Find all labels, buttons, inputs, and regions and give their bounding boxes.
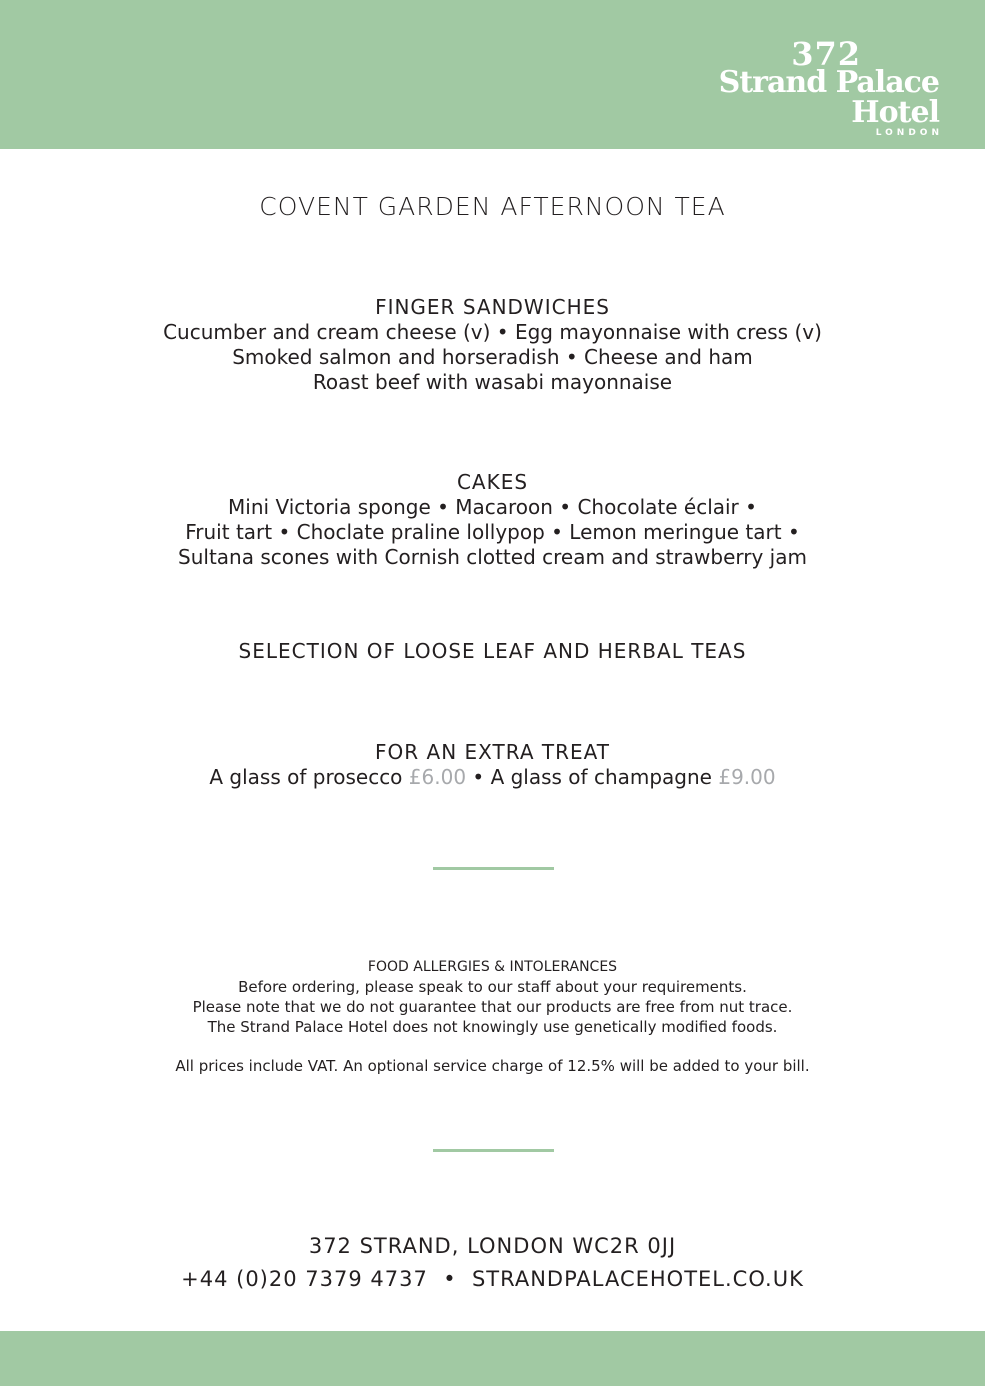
menu-line: Fruit tart • Choclate praline lollypop • Lemon meringue tart • xyxy=(185,520,800,544)
menu-title: COVENT GARDEN AFTERNOON TEA xyxy=(259,192,726,221)
section-heading: SELECTION OF LOOSE LEAF AND HERBAL TEAS xyxy=(238,639,747,663)
divider xyxy=(433,1149,554,1152)
contact-block xyxy=(0,1230,985,1296)
treat-item-champagne: A glass of champagne xyxy=(490,765,712,789)
section-teas xyxy=(0,639,985,664)
section-cakes xyxy=(0,470,985,570)
website-link[interactable]: STRANDPALACEHOTEL.CO.UK xyxy=(471,1267,804,1291)
section-heading: CAKES xyxy=(456,470,529,494)
divider xyxy=(433,867,554,870)
price-prosecco: £6.00 xyxy=(408,765,467,789)
footer-band xyxy=(0,1331,985,1386)
bullet-separator: • xyxy=(472,765,485,789)
price-champagne: £9.00 xyxy=(718,765,776,789)
allergy-line: Before ordering, please speak to our staff about your requirements. xyxy=(238,978,747,996)
vat-note: All prices include VAT. An optional service charge of 12.5% will be added to your bill. xyxy=(175,1057,810,1075)
menu-line: Cucumber and cream cheese (v) • Egg mayonnaise with cress (v) xyxy=(163,320,822,344)
hotel-logo xyxy=(639,35,943,138)
menu-line: Mini Victoria sponge • Macaroon • Chocolate éclair • xyxy=(228,495,757,519)
menu-line: Sultana scones with Cornish clotted cream and strawberry jam xyxy=(178,545,807,569)
menu-line: Roast beef with wasabi mayonnaise xyxy=(312,370,673,394)
section-heading: FINGER SANDWICHES xyxy=(375,295,610,319)
logo-name: Strand Palace Hotel xyxy=(718,65,939,130)
treat-line xyxy=(0,765,985,790)
logo-city: LONDON xyxy=(875,128,943,138)
allergy-heading: FOOD ALLERGIES & INTOLERANCES xyxy=(367,959,618,975)
phone-number: +44 (0)20 7379 4737 xyxy=(181,1267,428,1291)
allergy-notice xyxy=(0,957,985,1037)
section-sandwiches xyxy=(0,295,985,395)
allergy-line: The Strand Palace Hotel does not knowingly use genetically modified foods. xyxy=(207,1018,778,1036)
treat-item-prosecco: A glass of prosecco xyxy=(209,765,403,789)
logo-number: 372 xyxy=(791,35,861,73)
hotel-address: 372 STRAND, LONDON WC2R 0JJ xyxy=(308,1234,677,1258)
menu-line: Smoked salmon and horseradish • Cheese and ham xyxy=(232,345,753,369)
section-treat xyxy=(0,740,985,790)
allergy-line: Please note that we do not guarantee that our products are free from nut trace. xyxy=(192,998,793,1016)
contact-line xyxy=(0,1263,985,1296)
section-heading: FOR AN EXTRA TREAT xyxy=(375,740,610,764)
bullet-separator: • xyxy=(443,1267,457,1291)
